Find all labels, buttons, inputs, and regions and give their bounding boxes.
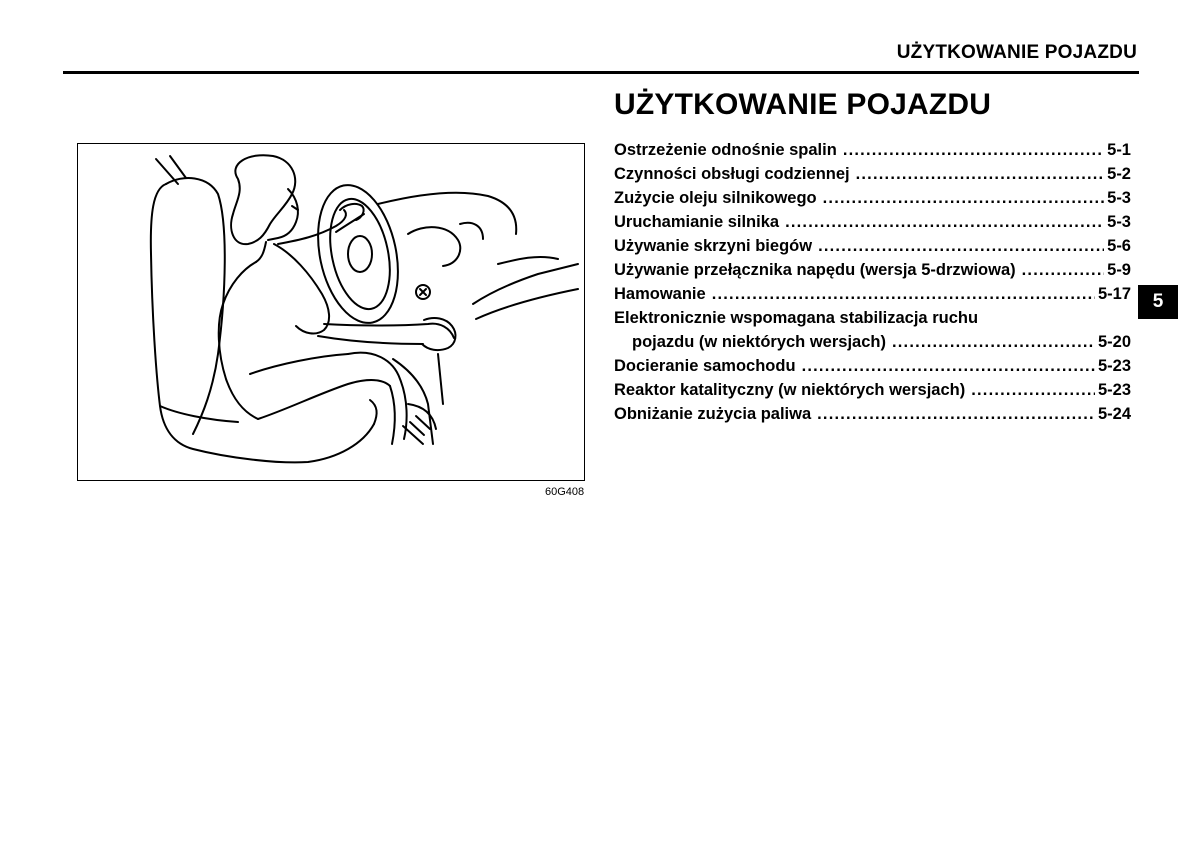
dot-leader <box>817 402 1095 426</box>
toc-entry-title: pojazdu (w niektórych wersjach) <box>632 333 886 351</box>
toc-entry[interactable] <box>614 210 1131 234</box>
toc-entry-title: Czynności obsługi codziennej <box>614 165 850 183</box>
toc-entry-title: Ostrzeżenie odnośnie spalin <box>614 141 837 159</box>
toc-entry-page: 5-17 <box>1097 285 1131 303</box>
toc-entry-title: Reaktor katalityczny (w niektórych wersjach) <box>614 381 966 399</box>
section-title: UŻYTKOWANIE POJAZDU <box>614 88 992 121</box>
toc-entry[interactable] <box>614 378 1131 402</box>
toc-entry-continuation[interactable] <box>614 330 1131 354</box>
dot-leader <box>802 354 1095 378</box>
toc-entry-page: 5-1 <box>1107 141 1131 159</box>
toc-entry-page: 5-23 <box>1097 357 1131 375</box>
dashboard-drawing <box>306 178 578 444</box>
dot-leader <box>843 138 1104 162</box>
dot-leader <box>856 162 1105 186</box>
toc-entry-page: 5-2 <box>1107 165 1131 183</box>
toc-entry-title: Używanie skrzyni biegów <box>614 237 813 255</box>
dot-leader <box>971 378 1095 402</box>
dot-leader <box>892 330 1095 354</box>
table-of-contents <box>614 138 1131 426</box>
toc-entry-title: Docieranie samochodu <box>614 357 796 375</box>
toc-entry-page: 5-3 <box>1107 213 1131 231</box>
toc-entry[interactable] <box>614 234 1131 258</box>
toc-entry-page: 5-3 <box>1107 189 1131 207</box>
toc-entry[interactable] <box>614 162 1131 186</box>
toc-entry[interactable] <box>614 402 1131 426</box>
figure-driver-illustration <box>77 143 585 481</box>
dot-leader <box>712 282 1095 306</box>
running-header: UŻYTKOWANIE POJAZDU <box>896 42 1137 63</box>
toc-entry[interactable] <box>614 306 1131 330</box>
toc-entry-title: Hamowanie <box>614 285 706 303</box>
toc-entry-title: Używanie przełącznika napędu (wersja 5-drzwiowa) <box>614 261 1016 279</box>
toc-entry-page: 5-24 <box>1097 405 1131 423</box>
figure-code: 60G408 <box>545 486 585 498</box>
toc-entry[interactable] <box>614 138 1131 162</box>
toc-entry-page: 5-9 <box>1107 261 1131 279</box>
toc-entry-title: Zużycie oleju silnikowego <box>614 189 817 207</box>
toc-entry[interactable] <box>614 282 1131 306</box>
toc-entry[interactable] <box>614 354 1131 378</box>
dot-leader <box>785 210 1104 234</box>
dot-leader <box>818 234 1104 258</box>
toc-entry-page: 5-6 <box>1107 237 1131 255</box>
toc-entry-title: Uruchamianie silnika <box>614 213 780 231</box>
dot-leader <box>1022 258 1105 282</box>
header-rule <box>63 71 1139 74</box>
toc-entry-page: 5-20 <box>1097 333 1131 351</box>
toc-entry-title: Obniżanie zużycia paliwa <box>614 405 812 423</box>
toc-entry[interactable] <box>614 186 1131 210</box>
section-tab-marker: 5 <box>1138 285 1178 319</box>
dot-leader <box>823 186 1105 210</box>
driver-drawing <box>219 155 456 444</box>
toc-entry-title: Elektronicznie wspomagana stabilizacja ruchu <box>614 309 979 327</box>
toc-entry-page: 5-23 <box>1097 381 1131 399</box>
toc-entry[interactable] <box>614 258 1131 282</box>
